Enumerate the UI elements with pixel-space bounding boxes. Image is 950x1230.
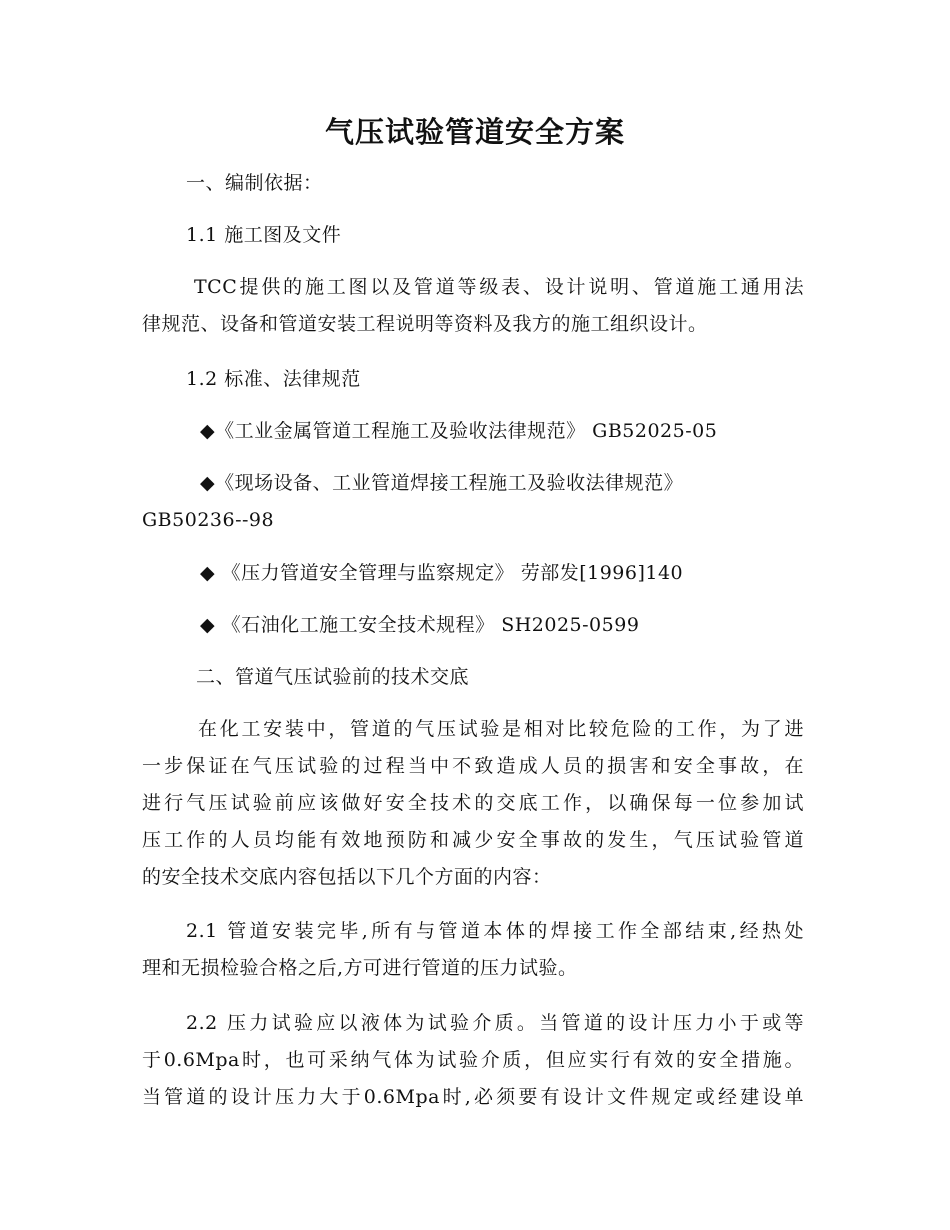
standard-list-item: ◆ 《压力管道安全管理与监察规定》 劳部发[1996]140 (200, 562, 684, 584)
paragraph-line: 在化工安装中，管道的气压试验是相对比较危险的工作，为了进 (198, 718, 804, 740)
paragraph-line: 2.1 管道安装完毕,所有与管道本体的焊接工作全部结束,经热处 (186, 920, 804, 942)
standard-list-item: ◆ 《石油化工施工安全技术规程》 SH2025-0599 (200, 614, 640, 636)
paragraph-line: 压工作的人员均能有效地预防和减少安全事故的发生，气压试验管道 (142, 829, 804, 851)
subsection-heading-standards: 1.2 标准、法律规范 (186, 368, 361, 390)
paragraph-line: 进行气压试验前应该做好安全技术的交底工作，以确保每一位参加试 (142, 792, 804, 814)
paragraph-line: 2.2 压力试验应以液体为试验介质。当管道的设计压力小于或等 (186, 1012, 804, 1034)
standard-list-item-continuation: GB50236--98 (142, 509, 275, 531)
section-heading-briefing: 二、管道气压试验前的技术交底 (196, 666, 470, 688)
paragraph-line: 一步保证在气压试验的过程当中不致造成人员的损害和安全事故，在 (142, 755, 804, 777)
paragraph-line: TCC提供的施工图以及管道等级表、设计说明、管道施工通用法 (194, 276, 804, 298)
paragraph-line: 的安全技术交底内容包括以下几个方面的内容： (142, 866, 552, 888)
paragraph-line: 于0.6Mpa时，也可采纳气体为试验介质，但应实行有效的安全措施。 (142, 1049, 804, 1071)
paragraph-line: 律规范、设备和管道安装工程说明等资料及我方的施工组织设计。 (142, 313, 708, 335)
section-heading-basis: 一、编制依据： (186, 172, 323, 194)
subsection-heading-drawings: 1.1 施工图及文件 (186, 224, 342, 246)
paragraph-line: 当管道的设计压力大于0.6Mpa时,必须要有设计文件规定或经建设单 (142, 1086, 804, 1108)
document-title: 气压试验管道安全方案 (324, 115, 625, 149)
standard-list-item: ◆《现场设备、工业管道焊接工程施工及验收法律规范》 (200, 472, 684, 494)
standard-list-item: ◆《工业金属管道工程施工及验收法律规范》 GB52025-05 (200, 420, 718, 442)
paragraph-line: 理和无损检验合格之后,方可进行管道的压力试验。 (142, 957, 578, 979)
